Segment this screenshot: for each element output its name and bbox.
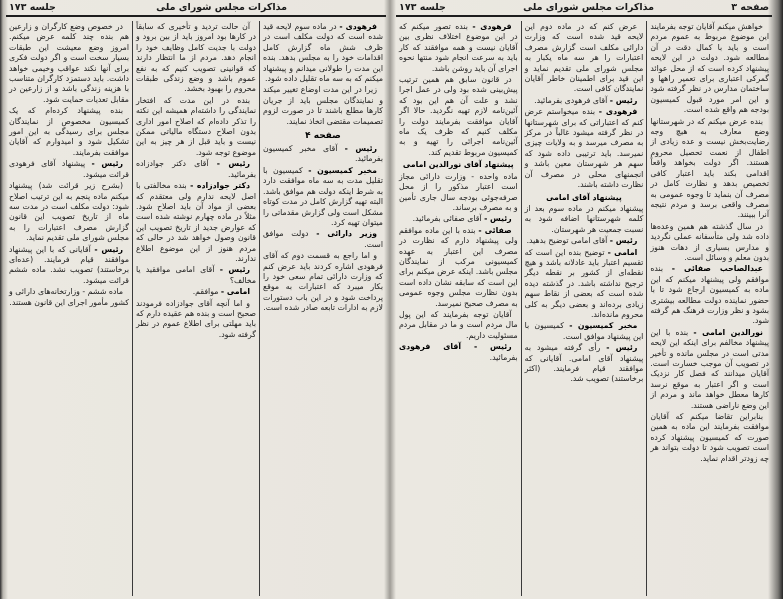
paragraph-text: بنده تصور میکنم که در این موضوع اختلاف نظری بین آقایان نیست و همه موافقند که کار باید به سرعت انجام شود منتها نحوه اجرای آن باید روشن باشد. <box>398 22 518 73</box>
paragraph-text: آقای مخبر کمیسیون بفرمائید. <box>263 144 383 164</box>
paragraph-text: در ماده سوم لایحه قید شده است که دولت مکلف است در ظرف شش ماه گزارش کامل اقدامات خود را به مجلس بدهد. بنده این مدت را طولانی میدانم و پیشنهاد میکنم که به سه ماه تقلیل داده شود. <box>263 22 383 84</box>
paragraph <box>525 107 644 190</box>
paragraph-text: توضیح بنده این است که تقسیم اعتبار باید عادلانه باشد و هیچ نقطه‌ای از کشور بر نقطه دیگر ترجیح نداشته باشد. در گذشته دیده شده است که بعضی از نقاط سهم زیادی برده‌اند و بعضی دیگر به کلی محروم مانده‌اند. <box>524 247 644 319</box>
paragraph <box>136 299 256 341</box>
paragraph-text: و اما آنچه آقای جوادزاده فرمودند صحیح است و بنده هم عقیده دارم که باید مهلتی برای اطلاع عموم در نظر گرفته شود. <box>136 298 256 339</box>
paragraph <box>525 236 644 246</box>
page-title: مذاکرات مجلس شورای ملی <box>156 2 287 13</box>
page-header <box>6 0 386 17</box>
paragraph <box>650 328 769 411</box>
paragraph <box>399 160 518 213</box>
paragraph-text: (بشرح زیر قرائت شد) پیشنهاد میکنم ماده پنجم به این ترتیب اصلاح شود: دولت مکلف است در مدت سه ماه از تاریخ تصویب این قانون گزارش مصرف اعتبارات را به مجلس شورای ملی تقدیم نماید. <box>9 181 129 243</box>
speaker-name: مخبر کمیسیون - <box>308 165 377 175</box>
column-right <box>259 21 386 596</box>
speaker-name: فرهودی - <box>472 22 512 31</box>
speaker-name: دکتر جوادزاده - <box>190 181 250 191</box>
paragraph <box>650 117 769 221</box>
paragraph <box>9 181 129 243</box>
paragraph-text: آقایان توجه بفرمایند که این پول مال مردم است و ما در مقابل مردم مسئولیت داریم. <box>398 309 518 340</box>
paragraph-text: ماده ششم - وزارتخانه‌های دارائی و کشور مأمور اجرای این قانون هستند. <box>9 287 129 307</box>
paragraph-text: آقای امامی موافقید یا مخالف؟ <box>136 265 256 285</box>
paragraph <box>399 214 518 224</box>
speaker-name: امامی - <box>220 287 250 297</box>
paragraph-text: بنابراین تقاضا میکنم که آقایان موافقت بفرمایند این ماده به همین صورت که کمیسیون پیشنهاد کرده است تصویب شود تا دولت بتواند هر چه زودتر اقدام نماید. <box>650 412 769 463</box>
paragraph-text: رأی گرفته میشود به پیشنهاد آقای امامی. آقایانی که موافقند قیام فرمایند. (اکثر برخاستند) تصویب شد. <box>524 343 644 384</box>
paragraph-text: کمیسیون با تقلیل مدت به سه ماه موافقت دارد به شرط اینکه دولت هم موافق باشد. البته تهیه گزارش کامل در مدت کوتاه مشکل است ولی گزارش مقدماتی را میتوان تهیه کرد. <box>263 165 383 227</box>
paragraph-text: آن حالت تردید و تأخیری که سابقاً در کارها بود امروز باید از بین برود و دولت با جدیت کامل وظایف خود را انجام دهد. مردم از ما انتظار دارند که قوانینی تصویب کنیم که به نفع عموم باشد و وضع زندگی طبقات محروم را بهبود بخشد. <box>136 22 256 94</box>
speaker-name: رئیس - <box>219 265 251 275</box>
paragraph-text: بنده پیشنهاد کرده‌ام که یک کمیسیون مخصوص از نمایندگان مجلس برای رسیدگی به این امور تشکیل شود و امیدوارم که آقایان موافقت بفرمایند. <box>9 106 129 157</box>
page-header <box>396 0 772 17</box>
speaker-name: رئیس - <box>606 343 638 353</box>
page-title: مذاکرات مجلس شورای ملی <box>523 2 655 13</box>
proposal-heading: پیشنهاد آقای امامی <box>546 192 622 202</box>
paragraph-text: آقای دکتر جوادزاده بفرمائید. <box>136 159 256 179</box>
text-columns <box>6 21 386 596</box>
paragraph <box>525 193 644 236</box>
speaker-name: فرهودی - <box>598 107 638 117</box>
paragraph <box>525 343 644 385</box>
paragraph <box>263 251 383 313</box>
paragraph <box>263 229 383 250</box>
paragraph <box>263 85 383 127</box>
column-left <box>396 21 521 596</box>
paragraph <box>650 222 769 264</box>
speaker-name: رئیس - آقای فرهودی <box>398 342 512 352</box>
paragraph-text: پیشنهاد آقای فرهودی قرائت میشود. <box>9 159 129 179</box>
paragraph <box>263 144 383 165</box>
paragraph <box>263 22 383 84</box>
speaker-name: رئیس - <box>344 144 378 154</box>
paragraph <box>525 96 644 106</box>
paragraph <box>136 159 256 180</box>
page-left <box>6 0 386 599</box>
speaker-name: امامی - <box>607 247 638 257</box>
paragraph <box>399 310 518 341</box>
paragraph <box>9 22 129 105</box>
paragraph-text: زیرا در این مدت اوضاع تغییر میکند و نمایندگان مجلس باید از جریان کارها مطلع باشند تا در صورت لزوم تصمیمات مقتضی اتخاذ نمایند. <box>263 85 383 126</box>
text-columns <box>396 21 772 596</box>
section-label: صفحه ۴ <box>305 131 341 142</box>
paragraph-text: و اما راجع به قسمت دوم که آقای فرهودی اشاره کردند باید عرض کنم که وزارت دارائی تمام سعی خود را بکار میبرد که اعتبارات به موقع پرداخت شود و در این باب دستورات لازم به ادارات تابعه صادر شده است. <box>263 251 383 313</box>
session-number: جلسه ۱۷۳ <box>399 2 446 13</box>
paragraph-text: آقای امامی توضیح بدهید. <box>526 236 608 246</box>
column-left <box>6 21 132 596</box>
speaker-name: مخبر کمیسیون - <box>569 321 638 331</box>
paragraph <box>136 96 256 158</box>
speaker-name: عبدالصاحب صفائی - <box>671 264 763 274</box>
paragraph-text: در خصوص وضع کارگران و زارعین هم بنده چند کلمه عرض میکنم. امروز وضع معیشت این طبقات بسیار سخت است و اگر دولت فکری برای آنها نکند عواقب وخیمی خواهد داشت. باید دستمزد کارگران متناسب با هزینه زندگی باشد و از زارعین در مقابل تعدیات حمایت شود. <box>9 22 129 104</box>
speaker-name: نورالدین امامی - <box>693 327 763 337</box>
speaker-name: رئیس - <box>609 95 638 105</box>
session-number: جلسه ۱۷۳ <box>9 2 56 13</box>
paragraph <box>650 22 769 116</box>
paragraph-text: بنده مخالفتی با اصل لایحه ندارم ولی معتقدم که بعضی از مواد آن باید اصلاح شود. مثلاً در ماده چهارم نوشته شده است که عوارض جدید از تاریخ تصویب این قانون وصول خواهد شد در حالی که مردم هنوز از این موضوع اطلاع ندارند. <box>136 181 256 263</box>
paragraph-text: بنده با این پیشنهاد مخالفم برای اینکه این لایحه مدتی است در مجلس مانده و تأخیر در تصویب آن موجب خسارت است. آقایان میدانند که فصل کار نزدیک است و اگر اعتبار به موقع نرسد کارها معطل خواهد ماند و مردم از این وضع ناراضی هستند. <box>650 327 769 410</box>
paragraph <box>263 166 383 228</box>
paragraph <box>650 412 769 464</box>
speaker-name: رئیس - <box>91 159 123 169</box>
paragraph-text: خواهش میکنم آقایان توجه بفرمایند این موضوع مربوط به عموم مردم است و باید با کمال دقت در آن مطالعه شود. دولت در این لایحه پیشنهاد کرده است که از محل عوائد گمرکی اعتباری برای تعمیر راهها و ساختمان مدارس در نظر گرفته شود و این امر مورد قبول کمیسیون بودجه هم واقع شده است. <box>650 22 769 115</box>
paragraph <box>525 22 644 95</box>
column-right <box>646 21 772 596</box>
paragraph <box>9 287 129 308</box>
paragraph-text: آقایانی که با این پیشنهاد موافقند قیام فرمایند. (عده‌ای برخاستند) تصویب نشد. ماده ششم قرائت میشود. <box>9 244 129 285</box>
page-number: صفحه ۳ <box>731 2 769 13</box>
proposal-heading: پیشنهاد آقای نورالدین امامی <box>402 160 514 170</box>
paragraph <box>525 248 644 321</box>
paragraph <box>136 265 256 286</box>
paragraph-text: بنده با این ماده موافقم ولی پیشنهاد دارم که نظارت در مصرف این اعتبار به عهده کمیسیونی مرکب از نمایندگان مجلس باشد. اینکه عرض میکنم برای این است که سابقه نشان داده است بدون نظارت مجلس وجوه عمومی به مصرف صحیح نمیرسد. <box>398 225 518 308</box>
paragraph <box>399 342 518 363</box>
paragraph-text: بنده میخواستم عرض کنم که اعتباراتی که برای شهرستانها در نظر گرفته میشود غالباً در مرکز به مصرف میرسد و به ولایات چیزی نمیرسد. باید ترتیبی داده شود که سهم هر شهرستان معین باشد و انجمنهای محلی در مصرف آن نظارت داشته باشند. <box>524 107 644 190</box>
paragraph <box>9 106 129 158</box>
speaker-name: صفائی - <box>478 225 512 235</box>
column-middle <box>521 21 647 596</box>
paragraph <box>650 264 769 326</box>
paragraph-text: بفرمائید. <box>489 352 518 362</box>
paragraph <box>136 287 256 297</box>
speaker-name: رئیس - <box>94 244 123 254</box>
paragraph-text: آقای فرهودی بفرمائید. <box>534 95 608 105</box>
paragraph <box>136 22 256 95</box>
paragraph-text: موافقم. <box>192 287 219 297</box>
speaker-name: رئیس - <box>609 236 638 246</box>
paragraph-text: کمیسیون با این پیشنهاد موافق است. <box>524 321 644 341</box>
paragraph-text: پیشنهاد میکنم در ماده سوم بعد از کلمه شهرستانها اضافه شود به نسبت جمعیت هر شهرستان. <box>524 203 644 234</box>
paragraph <box>136 181 256 264</box>
paragraph-text: بنده موافقم ولی پیشنهاد میکنم که این ماده به کمیسیون ارجاع شود تا با حضور نماینده دولت مطالعه بیشتری بشود و نظر وزارت فرهنگ هم گرفته شود. <box>650 264 769 326</box>
paragraph <box>525 321 644 342</box>
column-middle <box>132 21 259 596</box>
paragraph <box>9 245 129 287</box>
paragraph <box>399 226 518 309</box>
page-right <box>396 0 772 599</box>
speaker-name: فرهودی - <box>339 22 377 31</box>
paragraph-text: آقای صفائی بفرمائید. <box>412 214 482 224</box>
paragraph-text: در قانون سابق هم همین ترتیب پیش‌بینی شده بود ولی در عمل اجرا نشد و علت آن هم این بود که آئین‌نامه لازم تهیه نگردید. حالا اگر آقایان موافقت بفرمایند دولت را مکلف کنیم که ظرف یک ماه آئین‌نامه اجرائی را تهیه و به کمیسیون مربوط تقدیم کند. <box>398 75 518 157</box>
paragraph-text: ماده واحده - وزارت دارائی مجاز است اعتبار مذکور را از محل صرفه‌جوئی بودجه سال جاری تأمین و به مصرف برساند. <box>398 171 518 212</box>
paragraph <box>9 159 129 180</box>
paragraph <box>399 75 518 158</box>
paragraph-text: در سال گذشته هم همین وعده‌ها داده شد ولی متأسفانه عملی نگردید و مدارس بسیاری از دهات هنوز بدون معلم و وسائل است. <box>650 221 769 262</box>
paragraph-text: بنده عرض میکنم که در شهرستانها وضع معارف به هیچ وجه رضایت‌بخش نیست و عده زیادی از اطفال از نعمت تحصیل محروم هستند. اگر دولت بخواهد واقعاً اقدامی بکند باید اعتبار کافی تخصیص بدهد و نظارت کامل در مصرف آن بنماید تا وجوه عمومی به مصرف واقعی برسد و مردم نتیجه آنرا ببینند. <box>650 116 769 220</box>
paragraph-text: عرض کنم که در ماده دوم این لایحه قید شده است که وزارت دارائی مکلف است گزارش مصرف اعتبارات را هر سه ماه یکبار به مجلس شورای ملی تقدیم نماید و این قید برای اطمینان خاطر آقایان نمایندگان کافی است. <box>524 22 644 94</box>
paragraph-text: بنده در این مدت که افتخار نمایندگی را داشته‌ام همیشه این نکته را تذکر داده‌ام که اصلاح امور اداری بدون اصلاح دستگاه مالیاتی ممکن نیست و باید قبل از هر چیز به این موضوع توجه شود. <box>136 95 256 157</box>
speaker-name: وزیر دارائی - <box>316 229 377 239</box>
speaker-name: رئیس - <box>216 159 251 169</box>
paragraph <box>399 22 518 74</box>
paragraph-text: دولت موافق است. <box>263 229 383 249</box>
speaker-name: رئیس - <box>484 214 512 224</box>
